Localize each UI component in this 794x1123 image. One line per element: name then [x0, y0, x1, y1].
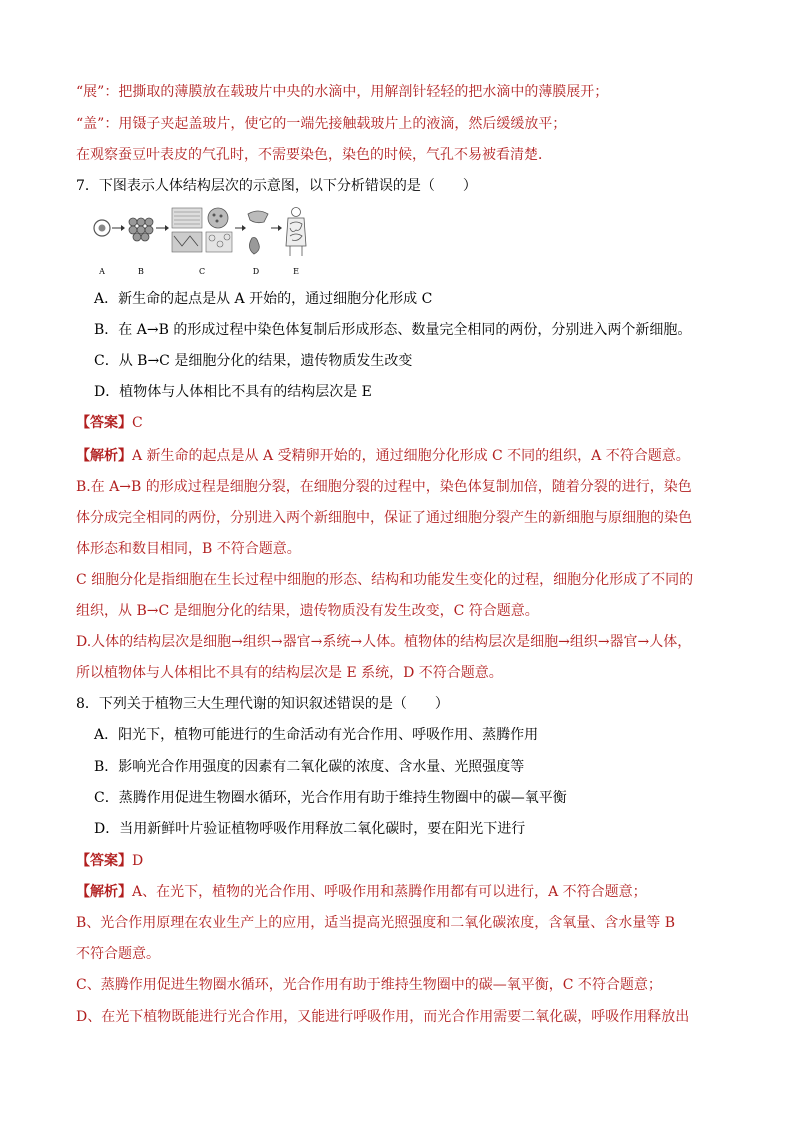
- analysis-text: A、在光下，植物的光合作用、呼吸作用和蒸腾作用都有可以进行，A 不符合题意；: [132, 884, 647, 900]
- q8-analysis-line-2: B、光合作用原理在农业生产上的应用，适当提高光照强度和二氧化碳浓度，含氧量、含水量等 B: [76, 915, 676, 931]
- gai-step-text: “盖”：用镊子夹起盖玻片，使它的一端先接触载玻片上的液滴，然后缓缓放平；: [76, 116, 567, 132]
- q8-analysis-line-3: 不符合题意。: [76, 946, 160, 962]
- figure-label-a: A: [99, 267, 105, 276]
- analysis-tag: 【解析】: [76, 884, 132, 900]
- figure-label-c: C: [198, 267, 206, 276]
- figure-label-b: B: [138, 267, 144, 276]
- q8-analysis-line-5: D、在光下植物既能进行光合作用，又能进行呼吸作用，而光合作用需要二氧化碳，呼吸作用释放出: [76, 1009, 690, 1025]
- q7-analysis-line-2: B.在 A→B 的形成过程是细胞分裂，在细胞分裂的过程中，染色体复制加倍，随着分裂的进行，染色: [76, 479, 692, 495]
- organs-diagram: [248, 211, 268, 254]
- figure-label-d: D: [252, 267, 260, 276]
- analysis-tag: 【解析】: [76, 448, 132, 464]
- q7-option-a: A．新生命的起点是从 A 开始的，通过细胞分化形成 C: [94, 291, 433, 307]
- q7-option-d: D．植物体与人体相比不具有的结构层次是 E: [94, 384, 372, 400]
- answer-tag: 【答案】: [76, 853, 132, 869]
- q7-option-c: C．从 B→C 是细胞分化的结果，遗传物质发生改变: [94, 353, 413, 369]
- q8-option-d: D．当用新鲜叶片验证植物呼吸作用释放二氧化碳时，要在阳光下进行: [94, 821, 526, 837]
- q7-stem: 7．下图表示人体结构层次的示意图，以下分析错误的是（ ）: [76, 178, 477, 194]
- q7-option-b: B．在 A→B 的形成过程中染色体复制后形成形态、数量完全相同的两份，分别进入两个新细胞。: [94, 322, 692, 338]
- q7-analysis-line-5: C 细胞分化是指细胞在生长过程中细胞的形态、结构和功能发生变化的过程，细胞分化形成了不同的: [76, 572, 694, 588]
- q7-analysis-line-8: 所以植物体与人体相比不具有的结构层次是 E 系统，D 不符合题意。: [76, 665, 503, 681]
- cell-diagram: [94, 220, 110, 236]
- human-structure-levels-figure: [92, 206, 312, 278]
- q8-answer: [76, 851, 143, 871]
- human-body-diagram: [286, 208, 306, 257]
- q7-analysis-line-3: 体分成完全相同的两份，分别进入两个新细胞中，保证了通过细胞分裂产生的新细胞与原细胞的染色: [76, 510, 692, 526]
- q7-answer: [76, 413, 143, 433]
- cell-cluster-diagram: [129, 218, 153, 241]
- answer-tag: 【答案】: [76, 415, 132, 431]
- q8-option-c: C．蒸腾作用促进生物圈水循环，光合作用有助于维持生物圈中的碳—氧平衡: [94, 790, 567, 806]
- stomata-note-text: 在观察蚕豆叶表皮的气孔时，不需要染色，染色的时候，气孔不易被看清楚．: [76, 147, 552, 163]
- q7-analysis-line-1: [76, 446, 690, 466]
- q8-stem: 8．下列关于植物三大生理代谢的知识叙述错误的是（ ）: [76, 696, 449, 712]
- q7-analysis-line-7: D.人体的结构层次是细胞→组织→器官→系统→人体。植物体的结构层次是细胞→组织→器官→人体，: [76, 634, 692, 650]
- q8-option-a: A．阳光下，植物可能进行的生命活动有光合作用、呼吸作用、蒸腾作用: [94, 727, 539, 743]
- q7-analysis-line-6: 组织，从 B→C 是细胞分化的结果，遗传物质没有发生改变，C 符合题意。: [76, 603, 539, 619]
- tissues-diagram: [172, 208, 232, 252]
- figure-label-e: E: [293, 267, 299, 276]
- answer-value: D: [132, 853, 144, 869]
- zhan-step-text: “展”：把撕取的薄膜放在载玻片中央的水滴中，用解剖针轻轻的把水滴中的薄膜展开；: [76, 84, 609, 100]
- q7-analysis-line-4: 体形态和数目相同，B 不符合题意。: [76, 541, 301, 557]
- analysis-text: A 新生命的起点是从 A 受精卵开始的，通过细胞分化形成 C 不同的组织，A 不符合题意。: [132, 448, 690, 464]
- answer-value: C: [132, 415, 143, 431]
- q8-analysis-line-4: C、蒸腾作用促进生物圈水循环，光合作用有助于维持生物圈中的碳—氧平衡，C 不符合题意；: [76, 977, 662, 993]
- q8-option-b: B．影响光合作用强度的因素有二氧化碳的浓度、含水量、光照强度等: [94, 759, 525, 775]
- q8-analysis-line-1: [76, 882, 647, 902]
